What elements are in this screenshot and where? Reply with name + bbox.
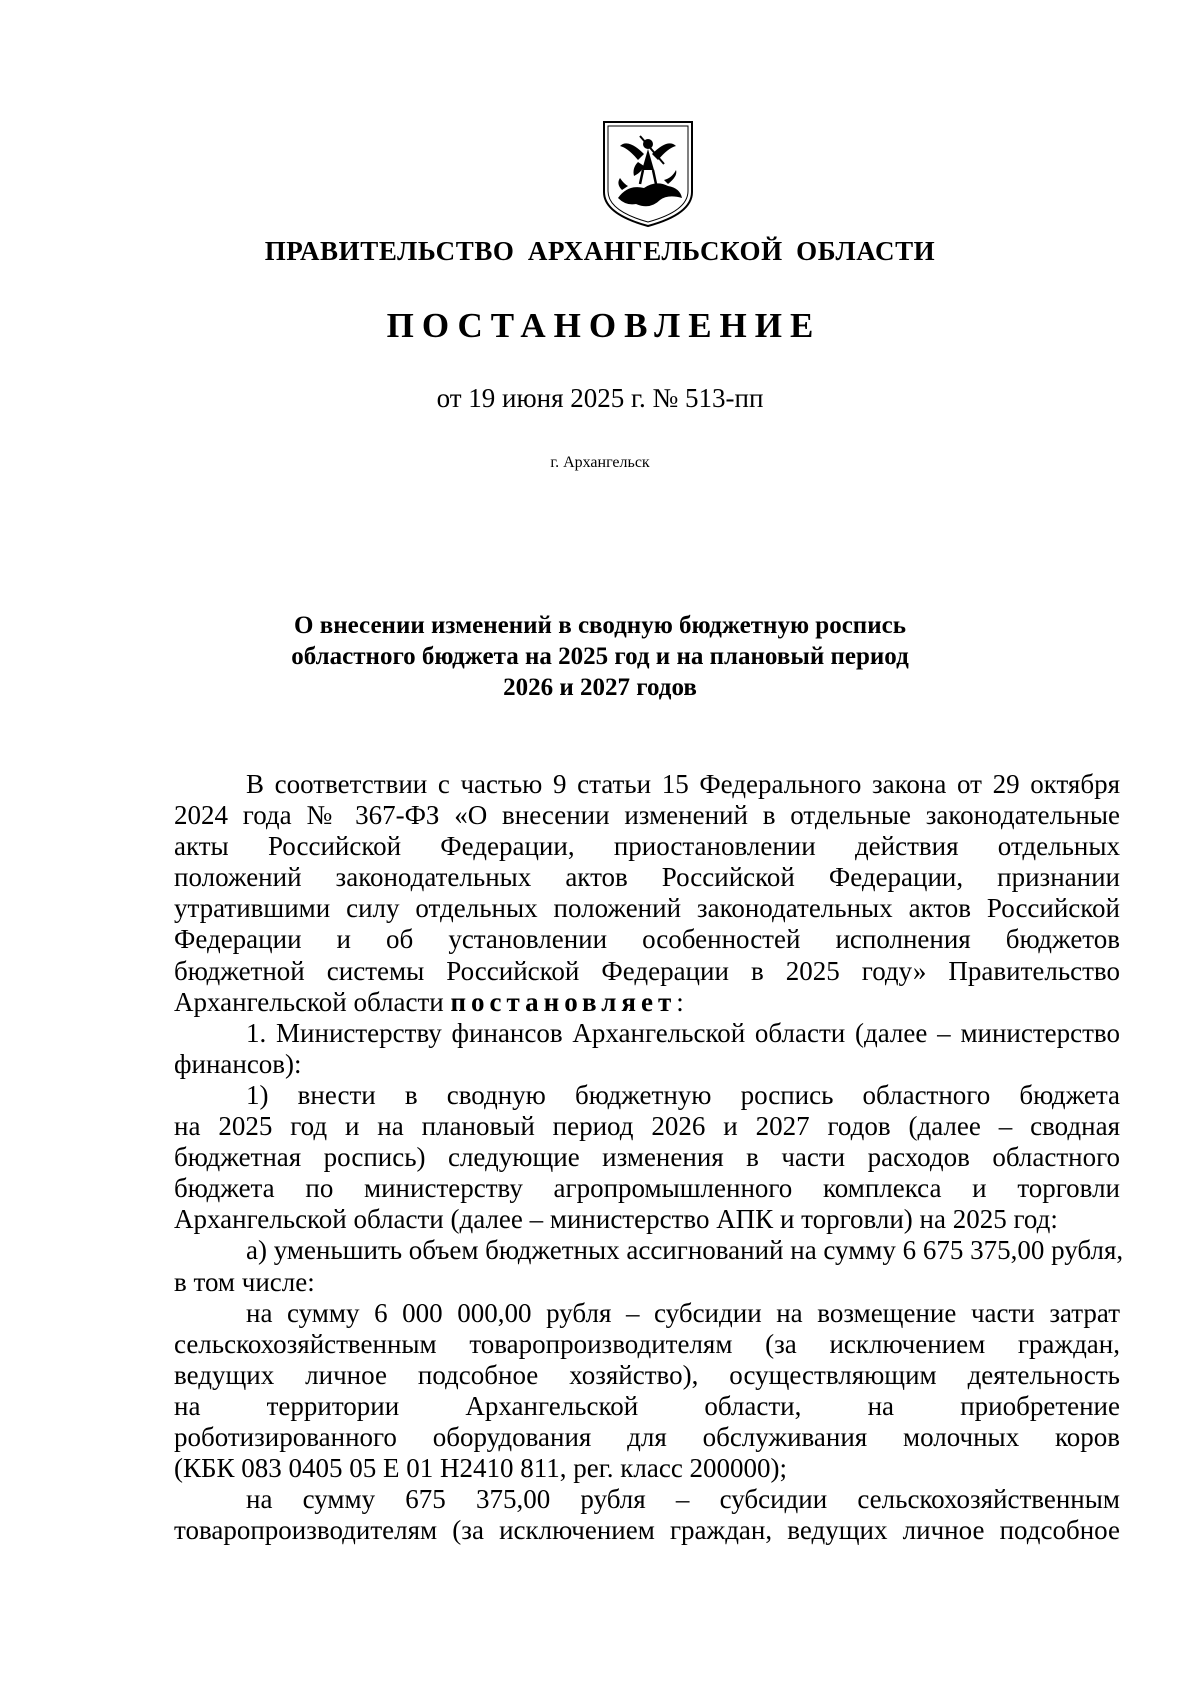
body-line: утратившими силу отдельных положений законодательных актов Российской <box>174 893 1120 924</box>
document-body <box>174 769 1124 1546</box>
body-line: на сумму 6 000 000,00 рубля – субсидии на возмещение части затрат <box>246 1297 1120 1328</box>
body-line: роботизированного оборудования для обслуживания молочных коров <box>174 1421 1120 1452</box>
body-line: Федерации и об установлении особенностей исполнения бюджетов <box>174 924 1120 955</box>
body-line: товаропроизводителям (за исключением граждан, ведущих личное подсобное <box>174 1515 1120 1546</box>
body-line: ведущих личное подсобное хозяйство), осуществляющим деятельность <box>174 1359 1120 1390</box>
body-line-resolves <box>174 987 1120 1018</box>
body-line: бюджета по министерству агропромышленного комплекса и торговли <box>174 1173 1120 1204</box>
body-line-text: Архангельской области <box>174 986 444 1017</box>
body-line: 1. Министерству финансов Архангельской области (далее – министерство <box>246 1017 1120 1048</box>
title-line: О внесении изменений в сводную бюджетную роспись <box>294 612 906 639</box>
body-line: на сумму 675 375,00 рубля – субсидии сельскохозяйственным <box>246 1484 1120 1515</box>
body-line: положений законодательных актов Российской Федерации, признании <box>174 862 1120 893</box>
document-type: ПОСТАНОВЛЕНИЕ <box>386 306 822 345</box>
body-line: на 2025 год и на плановый период 2026 и 2027 годов (далее – сводная <box>174 1111 1120 1142</box>
body-line: 1) внести в сводную бюджетную роспись областного бюджета <box>246 1079 1120 1110</box>
title-line: 2026 и 2027 годов <box>503 674 697 701</box>
title-line: областного бюджета на 2025 год и на плановый период <box>291 643 909 670</box>
body-line: а) уменьшить объем бюджетных ассигнований на сумму 6 675 375,00 рубля, <box>246 1235 1124 1266</box>
organization-name: ПРАВИТЕЛЬСТВО АРХАНГЕЛЬСКОЙ ОБЛАСТИ <box>264 236 936 266</box>
body-line: бюджетной системы Российской Федерации в 2025 году» Правительство <box>174 955 1120 986</box>
body-line: бюджетная роспись) следующие изменения в части расходов областного <box>174 1142 1120 1173</box>
document-city: г. Архангельск <box>550 454 650 471</box>
body-line: акты Российской Федерации, приостановлении действия отдельных <box>174 831 1120 862</box>
document-date-number: от 19 июня 2025 г. № 513-пп <box>436 383 764 413</box>
body-line: в том числе: <box>174 1266 315 1297</box>
body-line: 2024 года № 367-ФЗ «О внесении изменений в отдельные законодательные <box>174 800 1120 831</box>
body-line: В соответствии с частью 9 статьи 15 Федерального закона от 29 октября <box>246 769 1120 799</box>
body-line: сельскохозяйственным товаропроизводителям (за исключением граждан, <box>174 1328 1120 1359</box>
resolves-punct: : <box>676 986 684 1017</box>
body-line: на территории Архангельской области, на приобретение <box>174 1390 1120 1421</box>
coat-of-arms-icon <box>598 118 698 230</box>
body-line: Архангельской области (далее – министерство АПК и торговли) на 2025 год: <box>174 1204 1058 1235</box>
document-title <box>200 610 1000 703</box>
body-line: (КБК 083 0405 05 Е 01 Н2410 811, рег. класс 200000); <box>174 1453 788 1484</box>
body-line: финансов): <box>174 1048 302 1079</box>
resolves-word: постановляет <box>450 986 677 1017</box>
